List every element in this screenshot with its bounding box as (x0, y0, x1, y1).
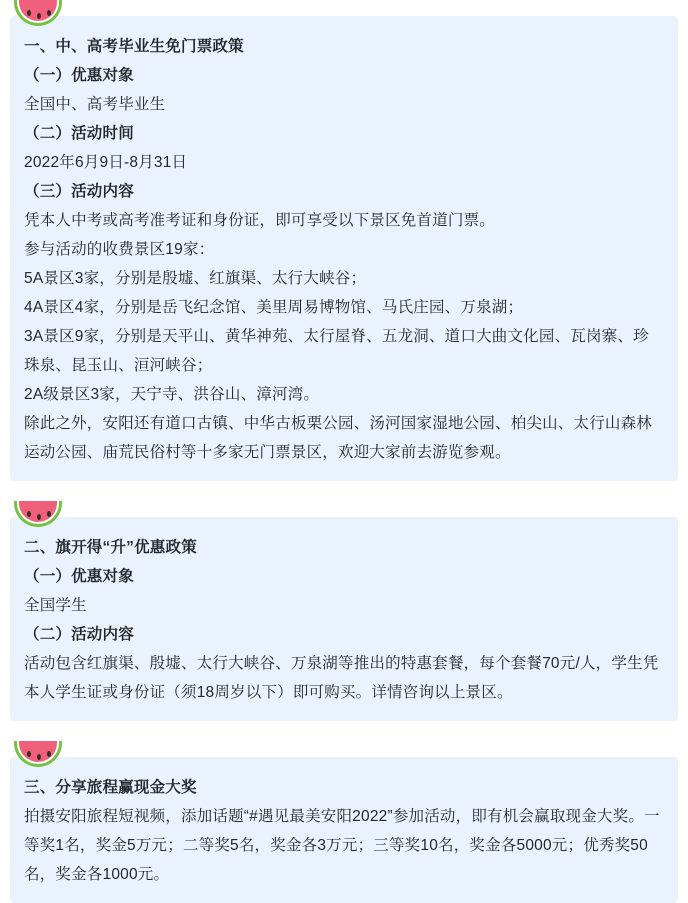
section-spacer (0, 721, 688, 741)
section-heading: 一、中、高考毕业生免门票政策 (24, 38, 244, 55)
section-spacer (0, 481, 688, 501)
section-heading: （二）活动内容 (24, 626, 134, 643)
content-card (10, 757, 678, 903)
watermelon-icon (14, 501, 62, 527)
body-text: 活动包含红旗渠、殷墟、太行大峡谷、万泉湖等推出的特惠套餐，每个套餐70元/人，学生凭本人学生证或身份证（须18周岁以下）即可购买。详情咨询以上景区。 (24, 655, 659, 701)
section-heading: （一）优惠对象 (24, 568, 134, 585)
section-heading: （二）活动时间 (24, 125, 134, 142)
body-text: 凭本人中考或高考准考证和身份证，即可享受以下景区免首道门票。 (24, 212, 496, 229)
watermelon-icon (14, 0, 62, 26)
body-text: 3A景区9家，分别是天平山、黄华神苑、太行屋脊、五龙洞、道口大曲文化园、瓦岗寨、珍珠泉、昆玉山、洹河峡谷； (24, 328, 649, 374)
content-section (0, 741, 688, 903)
section-heading: 三、分享旅程赢现金大奖 (24, 779, 197, 796)
content-card (10, 517, 678, 721)
content-section (0, 501, 688, 721)
body-text: 4A景区4家，分别是岳飞纪念馆、美里周易博物馆、马氏庄园、万泉湖； (24, 299, 524, 316)
section-heading: （一）优惠对象 (24, 67, 134, 84)
body-text: 参与活动的收费景区19家： (24, 241, 215, 258)
watermelon-icon (14, 741, 62, 767)
section-heading: 二、旗开得“升”优惠政策 (24, 539, 197, 556)
body-text: 2022年6月9日-8月31日 (24, 154, 188, 171)
body-text: 拍摄安阳旅程短视频，添加话题“#遇见最美安阳2022”参加活动，即有机会赢取现金大奖。一等奖1名，奖金5万元；二等奖5名，奖金各3万元；三等奖10名，奖金各5000元；优秀奖50名，奖金各1000元。 (24, 808, 660, 883)
body-text: 全国中、高考毕业生 (24, 96, 166, 113)
body-text: 5A景区3家，分别是殷墟、红旗渠、太行大峡谷； (24, 270, 367, 287)
section-heading: （三）活动内容 (24, 183, 134, 200)
body-text: 除此之外，安阳还有道口古镇、中华古板栗公园、汤河国家湿地公园、柏尖山、太行山森林运动公园、庙荒民俗村等十多家无门票景区，欢迎大家前去游览参观。 (24, 415, 653, 461)
body-text: 2A级景区3家，天宁寺、洪谷山、漳河湾。 (24, 386, 320, 403)
body-text: 全国学生 (24, 597, 87, 614)
content-card (10, 16, 678, 481)
